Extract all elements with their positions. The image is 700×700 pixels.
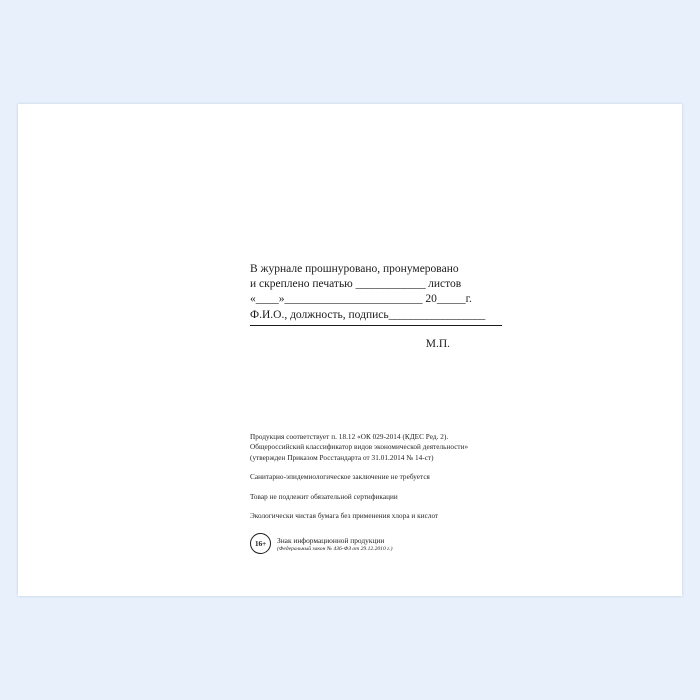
certification-underline xyxy=(250,324,502,326)
age-mark-text xyxy=(277,533,393,554)
sanitary-note: Санитарно-эпидемиологическое заключение не требуется xyxy=(250,473,430,482)
okved-line-1: Продукция соответствует п. 18.12 «ОК 029-2014 (КДЕС Ред. 2). xyxy=(250,433,449,441)
legal-block xyxy=(250,432,540,554)
okved-line-3: (утвержден Приказом Росстандарта от 31.01.2014 № 14-ст) xyxy=(250,453,434,462)
okved-group xyxy=(250,432,540,463)
certification-block xyxy=(250,262,510,352)
certification-signature-prefix: Ф.И.О., должность, подпись xyxy=(250,308,389,321)
certification-line-2-fill: _____________ xyxy=(355,278,426,291)
document-page xyxy=(18,104,682,596)
certification-line-2 xyxy=(250,277,510,292)
certification-line-2-prefix: и скреплено печатью xyxy=(250,278,356,291)
eco-note: Экологически чистая бумага без применения хлора и кислот xyxy=(250,512,439,521)
certification-line-2-suffix: листов xyxy=(425,278,462,291)
stamp-place-label: М.П. xyxy=(425,337,450,350)
age-mark-row xyxy=(250,533,540,554)
age-rating-icon: 16+ xyxy=(250,533,271,554)
page-content xyxy=(18,104,682,596)
age-mark-subtitle: (Федеральный закон № 436-ФЗ от 29.12.2010 г.) xyxy=(277,546,393,553)
certification-signature-fill: __________________ xyxy=(388,308,485,321)
certification-note: Товар не подлежит обязательной сертификации xyxy=(250,492,398,501)
okved-line-2: Общероссийский классификатор видов экономической деятельности» xyxy=(250,443,469,452)
certification-line-1: В журнале прошнуровано, пронумеровано xyxy=(250,263,459,275)
certification-signature-line xyxy=(250,308,510,323)
certification-date-line: «____»________________________ 20_____г. xyxy=(250,293,472,306)
age-mark-title: Знак информационной продукции xyxy=(277,535,385,545)
